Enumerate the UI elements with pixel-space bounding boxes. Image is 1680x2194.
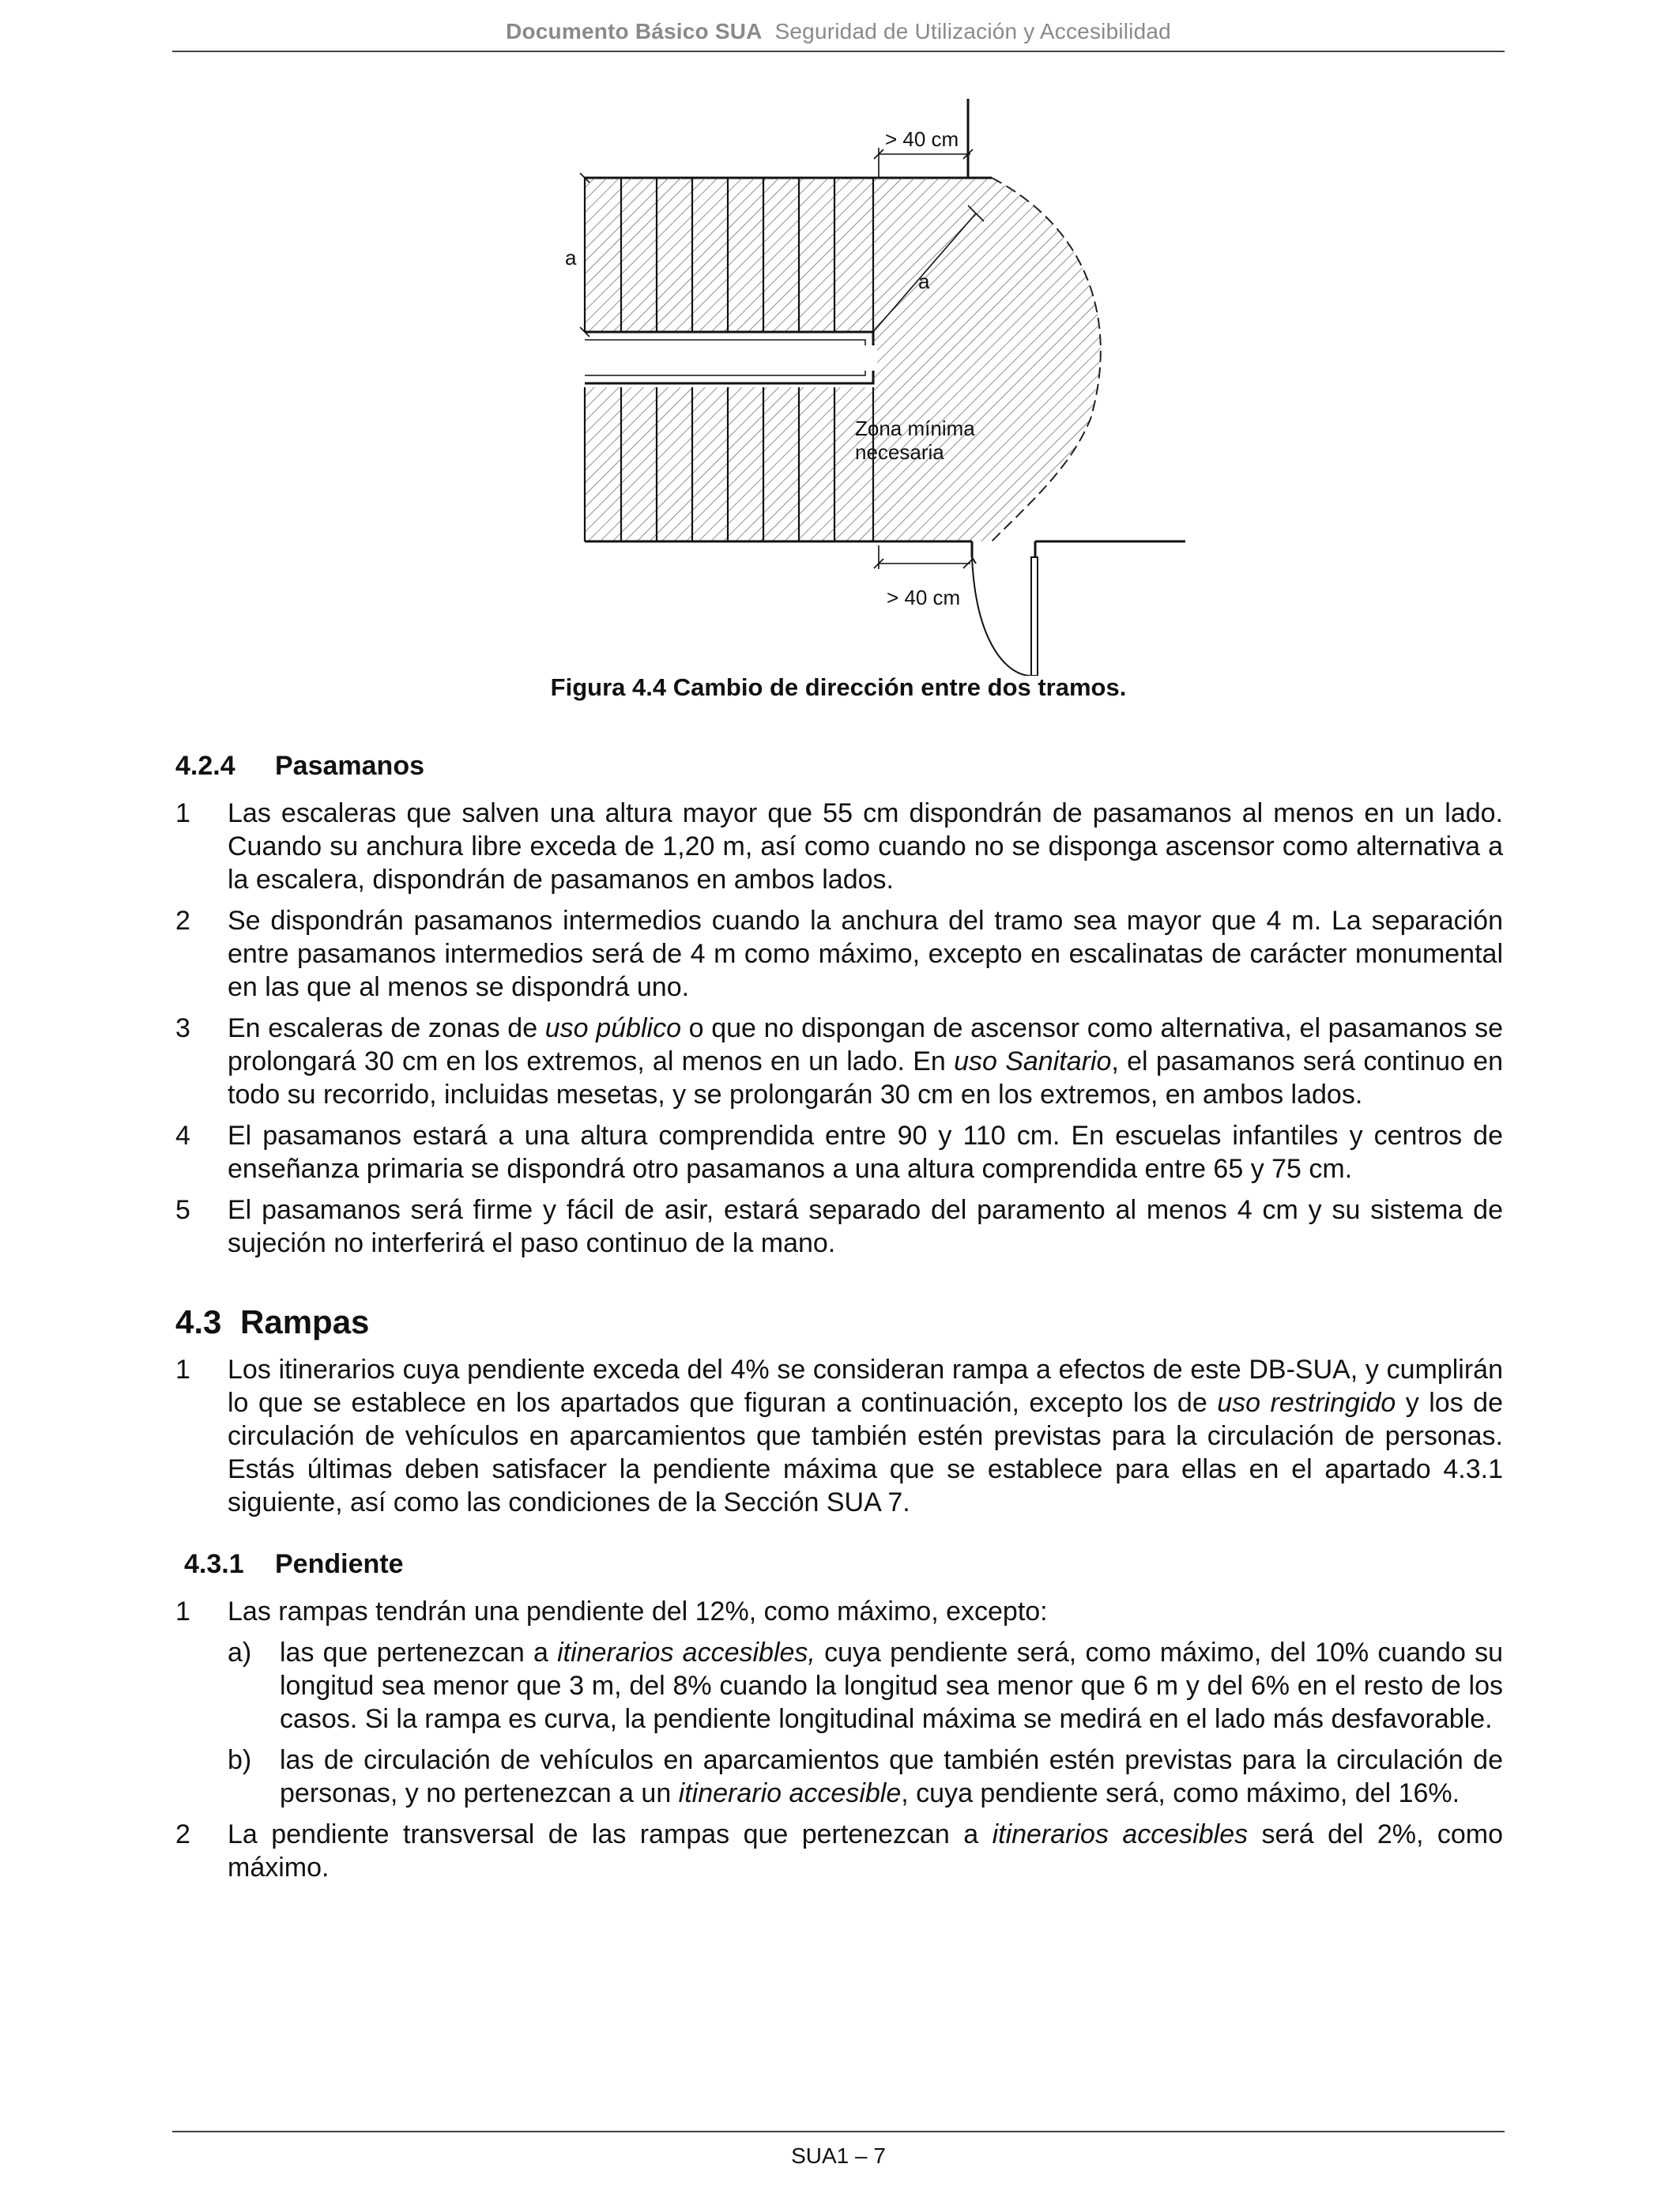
paragraph-text: Se dispondrán pasamanos intermedios cuando la anchura del tramo sea mayor que 4 m. La separación entre pasamanos intermedios será de 4 m como máximo, excepto en escalinatas de carácter monumental en las que al menos se dispondrá uno. [228, 906, 1503, 1002]
sub-item-label: b) [228, 1745, 252, 1775]
section-title: Pendiente [275, 1549, 404, 1579]
paragraph [175, 1595, 1503, 1628]
header-rule [172, 51, 1505, 52]
paragraph-number: 2 [175, 1819, 190, 1849]
sub-item [228, 1744, 1503, 1810]
dim-a-left-label: a [565, 246, 577, 270]
paragraph-number: 2 [175, 906, 190, 936]
document-body [175, 749, 1503, 1892]
section-heading-424 [175, 749, 1503, 782]
sub-item-label: a) [228, 1638, 252, 1668]
footer-rule [172, 2131, 1505, 2132]
italic-term: itinerarios accesibles, [557, 1638, 816, 1668]
dim-a-diag-label: a [918, 270, 930, 293]
section-number: 4.3 [175, 1303, 222, 1340]
italic-term: uso público [544, 1013, 681, 1043]
minimum-zone [873, 178, 1101, 541]
paragraph [175, 1818, 1503, 1884]
paragraph [175, 1119, 1503, 1186]
lower-flight [585, 387, 873, 541]
dim-top-label: > 40 cm [885, 127, 959, 151]
paragraph-text: En escaleras de zonas de uso público o que no dispongan de ascensor como alternativa, el pasamanos se prolongará 30 cm en los extremos, al menos en un lado. En uso Sanitario, el pasamanos será continuo en todo su recorrido, incluidas mesetas, y se prolongarán 30 cm en los extremos, en ambos lados. [228, 1013, 1503, 1110]
paragraph [175, 797, 1503, 896]
paragraph [175, 904, 1503, 1004]
section-heading-431 [175, 1547, 1503, 1581]
stair-direction-figure [522, 91, 1193, 676]
paragraph-number: 1 [175, 798, 190, 828]
section-title: Pasamanos [275, 751, 424, 781]
sub-item-text: las que pertenezcan a itinerarios accesibles, cuya pendiente será, como máximo, del 10% cuando su longitud sea menor que 3 m, del 8% cuando la longitud sea menor que 6 m y del 6% en el resto de los casos. Si la rampa es curva, la pendiente longitudinal máxima se medirá en el lado más desfavorable. [280, 1638, 1503, 1734]
section-number: 4.2.4 [175, 751, 235, 781]
paragraph [175, 1353, 1503, 1519]
dim-bottom-label: > 40 cm [887, 586, 961, 609]
zone-label-line2: necesaria [855, 440, 944, 464]
dim-top [874, 148, 973, 178]
door-leaf [1031, 557, 1038, 676]
page-number: SUA1 – 7 [791, 2143, 886, 2168]
italic-term: itinerario accesible [678, 1778, 902, 1808]
italic-term: itinerarios accesibles [992, 1819, 1249, 1849]
paragraph-number: 4 [175, 1121, 190, 1151]
figure-caption: Figura 4.4 Cambio de dirección entre dos tramos. [550, 673, 1127, 701]
paragraph-text: Las escaleras que salven una altura mayor que 55 cm dispondrán de pasamanos al menos en un lado. Cuando su anchura libre exceda de 1,20 m, así como cuando no se disponga ascensor como alternativa a la escalera, dispondrán de pasamanos en ambos lados. [228, 798, 1503, 895]
door-swing [972, 557, 1031, 676]
paragraph-number: 1 [175, 1596, 190, 1627]
zone-label-line1: Zona mínima [855, 417, 975, 440]
header-doc-prefix: Documento Básico SUA [506, 19, 763, 43]
italic-term: uso restringido [1217, 1388, 1396, 1418]
paragraph-number: 5 [175, 1195, 190, 1225]
italic-term: uso Sanitario [954, 1046, 1112, 1076]
paragraph-text: Las rampas tendrán una pendiente del 12%, como máximo, excepto: [228, 1596, 1048, 1627]
paragraph [175, 1012, 1503, 1111]
paragraph-text: La pendiente transversal de las rampas que pertenezcan a itinerarios accesibles será del 2%, como máximo. [228, 1819, 1503, 1883]
paragraph-number: 3 [175, 1013, 190, 1043]
paragraph [175, 1193, 1503, 1260]
dim-bottom [874, 545, 973, 569]
sub-item [228, 1636, 1503, 1736]
paragraph-number: 1 [175, 1355, 190, 1385]
page-header [172, 19, 1505, 44]
paragraph-text: El pasamanos estará a una altura comprendida entre 90 y 110 cm. En escuelas infantiles y centros de enseñanza primaria se dispondrá otro pasamanos a una altura comprendida entre 65 y 75 cm. [228, 1121, 1503, 1184]
section-title: Rampas [240, 1303, 370, 1340]
sub-item-text: las de circulación de vehículos en aparcamientos que también estén previstas para la circulación de personas, y no pertenezcan a un itinerario accesible, cuya pendiente será, como máximo, del 16%. [280, 1745, 1503, 1808]
upper-flight [585, 178, 873, 332]
header-doc-title: Seguridad de Utilización y Accesibilidad [774, 19, 1171, 43]
paragraph-text: El pasamanos será firme y fácil de asir, estará separado del paramento al menos 4 cm y su sistema de sujeción no interferirá el paso continuo de la mano. [228, 1195, 1503, 1258]
section-heading-43 [175, 1303, 1503, 1340]
paragraph-text: Los itinerarios cuya pendiente exceda del 4% se consideran rampa a efectos de este DB-SUA, y cumplirán lo que se establece en los apartados que figuran a continuación, excepto los de uso restringido y los de circulación de vehículos en aparcamientos que también estén previstas para la circulación de personas. Estás últimas deben satisfacer la pendiente máxima que se establece para ellas en el apartado 4.3.1 siguiente, así como las condiciones de la Sección SUA 7. [228, 1355, 1503, 1517]
section-number: 4.3.1 [184, 1549, 244, 1579]
